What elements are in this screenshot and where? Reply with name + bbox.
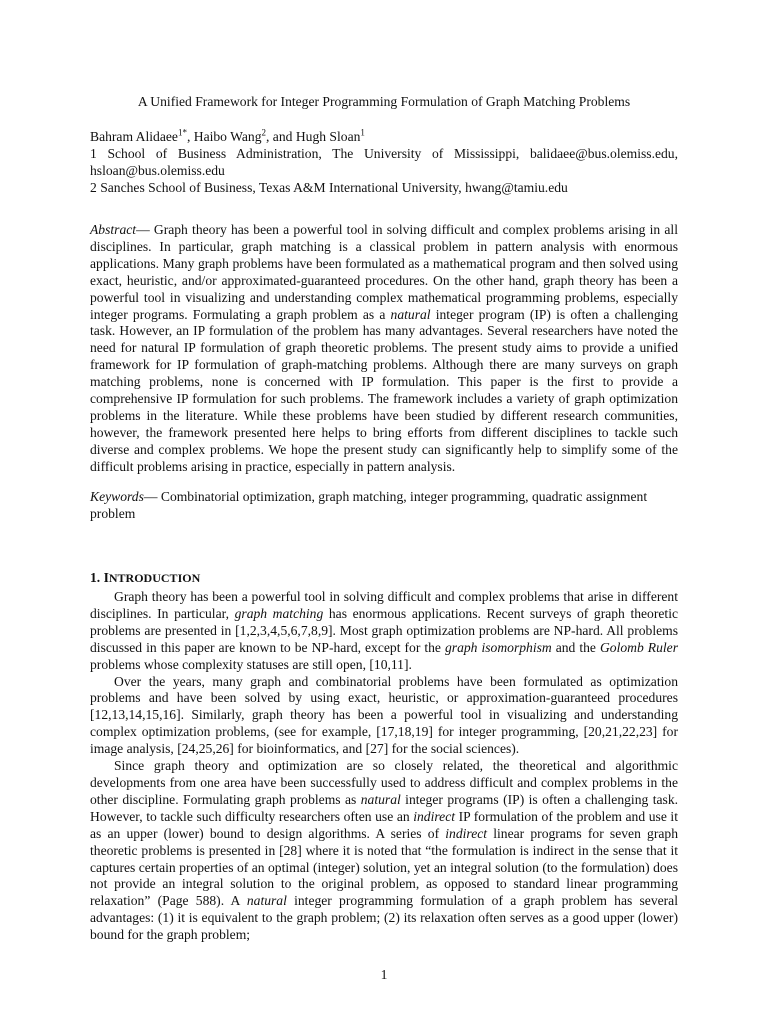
introduction-body: [90, 589, 678, 944]
section-title: NTRODUCTION: [108, 571, 201, 585]
italic-term: graph matching: [234, 605, 324, 621]
abstract-dash: —: [136, 222, 154, 237]
affiliation-1: 1 School of Business Administration, The University of Mississippi, balidaee@bus.olemiss.edu, hsloan@bus.olemiss.edu: [90, 146, 678, 178]
affiliation-2: 2 Sanches School of Business, Texas A&M International University, hwang@tamiu.edu: [90, 180, 568, 195]
keywords-text: Combinatorial optimization, graph matching, integer programming, quadratic assignment problem: [90, 489, 648, 521]
page-number: 1: [380, 967, 388, 982]
author-separator: ,: [186, 129, 194, 144]
italic-term: Golomb Ruler: [599, 639, 678, 655]
paragraph-text: Graph theory has been a powerful tool in solving difficult and complex problems that arise in different disciplines. In particular,: [90, 589, 678, 621]
abstract: [90, 222, 678, 476]
abstract-text: integer program (IP) is often a challenging task. However, an IP formulation of the problem has many advantages. Several researchers have noted the need for natural IP formulation of graph theoretic problems. The present study aims to provide a unified framework for IP formulation of graph-matching problems. Although there are many surveys on graph matching problems, none is concerned with IP formulation. This paper is the first to provide a comprehensive IP formulation for such problems. The framework includes a variety of graph optimization problems in the literature. While these problems have been studied by different research communities, however, the framework presented here helps to bring efforts from different disciplines to tackle such diverse and complex problems. We hope the present study can significantly help to simplify some of the difficult problems arising in practice, especially in pattern analysis.: [90, 306, 679, 474]
author-affil-mark: 2: [261, 127, 266, 138]
author-line: [90, 128, 678, 145]
paragraph-text: problems whose complexity statuses are still open, [10,11].: [90, 656, 412, 672]
intro-paragraph-3: [90, 758, 678, 944]
paragraph-text: has enormous applications. Recent surveys of graph theoretic problems are presented in [1,2,3,4,5,6,7,8,9]. Most graph optimization problems are NP-hard. All problems discussed in this paper are known to be NP-hard, except for the: [90, 605, 678, 655]
author-affil-mark: 1: [360, 127, 365, 138]
paragraph-text: Since graph theory and optimization are so closely related, the theoretical and algorithmic developments from one area have been successfully used to address difficult and complex problems in the other discipline. Formulating graph problems as: [90, 758, 678, 807]
author-name: Bahram Alidaee: [90, 129, 178, 144]
italic-term: indirect: [413, 808, 456, 824]
abstract-italic: natural: [390, 306, 431, 322]
italic-term: graph isomorphism: [444, 639, 552, 655]
paper-title: A Unified Framework for Integer Programming Formulation of Graph Matching Problems: [137, 94, 631, 109]
paragraph-text: integer programming formulation of a graph problem has several advantages: (1) it is equivalent to the graph problem; (2) its relaxation often serves as a good upper (lower) bound for the graph problem;: [90, 893, 678, 943]
keywords-label: Keywords: [90, 489, 144, 504]
abstract-text: Graph theory has been a powerful tool in solving difficult and complex problems arising in all disciplines. In particular, graph matching is a classical problem in pattern analysis with enormous applications. Many graph problems have been formulated as a mathematical program and then solved using exact, heuristic, and/or approximated-guaranteed procedures. On the other hand, graph theory has been a powerful tool in visualizing and understanding complex mathematical programming problems, especially integer programs. Formulating a graph problem as a: [90, 222, 678, 322]
italic-term: natural: [246, 893, 287, 909]
paragraph-text: and the: [551, 639, 600, 655]
keywords-dash: —: [143, 489, 161, 504]
author-name: Haibo Wang: [193, 129, 262, 144]
abstract-label: Abstract: [90, 222, 137, 237]
keywords: [90, 489, 678, 523]
author-block: [90, 128, 678, 196]
paragraph-text: IP formulation of the problem and use it as an upper (lower) bound to design algorithms. A series of: [90, 808, 678, 841]
intro-paragraph-1: [90, 589, 678, 674]
paragraph-text: linear programs for seven graph theoretic problems is presented in [28] where it is noted that “the formulation is indirect in the sense that it captures certain properties of an optimal (integer) solution, yet an integral solution (to the formulation) does not provide an integral solution to the original problem, as opposed to standard linear programming relaxation” (Page 588). A: [90, 825, 678, 909]
author-affil-mark: 1*: [177, 127, 187, 138]
section-number: 1. I: [90, 570, 109, 585]
author-separator: , and: [266, 129, 296, 144]
paragraph-text: integer programs (IP) is often a challenging task. However, to tackle such difficulty researchers often use an: [90, 791, 679, 824]
italic-term: indirect: [445, 825, 488, 841]
intro-paragraph-2: Over the years, many graph and combinatorial problems have been formulated as optimization problems and have been solved by using exact, heuristic, or approximation-guaranteed procedures [12,13,14,15,16]. Similarly, graph theory has been a powerful tool in visualizing and understanding complex optimization problems, (see for example, [17,18,19] for integer programming, [20,21,22,23] for image analysis, [24,25,26] for bioinformatics, and [27] for the social sciences).: [90, 673, 678, 757]
section-heading: [90, 570, 200, 586]
italic-term: natural: [360, 791, 401, 807]
author-name: Hugh Sloan: [295, 129, 361, 144]
